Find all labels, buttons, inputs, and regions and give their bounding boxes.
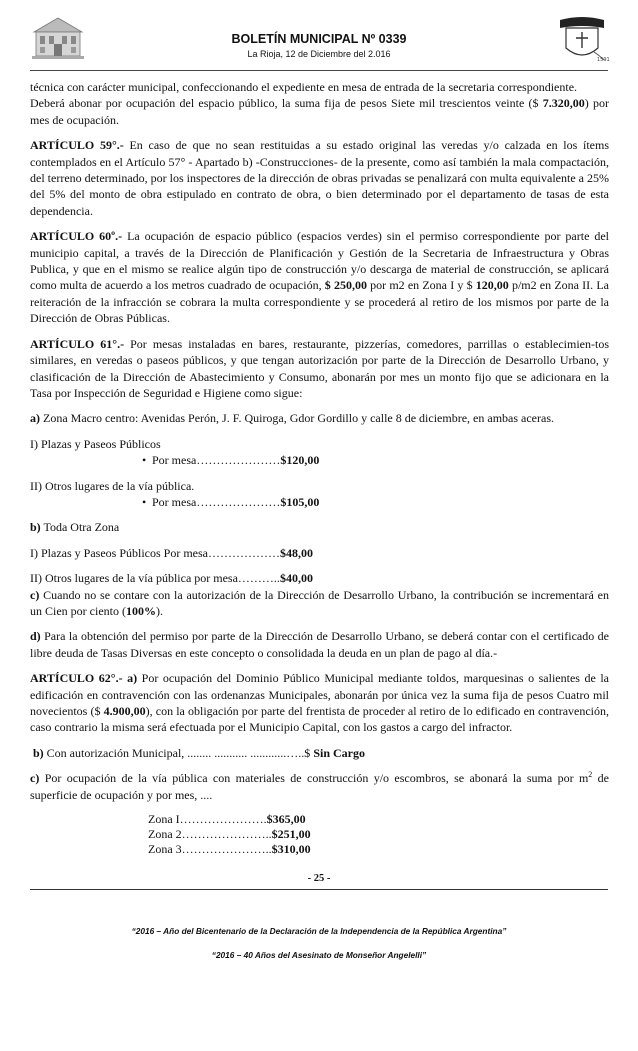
article-62: ARTÍCULO 62°.- a) Por ocupación del Dominio Público Municipal mediante toldos, marquesinas o salientes de la edificación en contravención con las ordenanzas Municipales, abonarán por única vez la suma fija de pesos Cuatro mil novecientos ($ 4.900,00), con la obligación por parte del frentista de proceder al retiro de lo edificado en contravención, caso contrario la misma será efectuada por el Municipio Capital, con los gastos a cargo del infractor. [30, 671, 610, 735]
paragraph: técnica con carácter municipal, confeccionando el expediente en mesa de entrada de la secretaria correspondiente. [30, 80, 578, 94]
subsection-b-ii: II) Otros lugares de la vía pública por mesa………..$40,00 [30, 571, 313, 586]
bulletin-date: La Rioja, 12 de Diciembre del 2.016 [247, 49, 391, 59]
article-label: ARTÍCULO 59°.- [30, 138, 124, 153]
zona-row: Zona 3…………………..$310,00 [148, 842, 311, 857]
header-divider [30, 70, 608, 71]
article-label: ARTÍCULO 61°.- [30, 336, 125, 351]
footer-line-2: “2016 – 40 Años del Asesinato de Monseñor Angelelli” [211, 950, 427, 960]
article-label: ARTÍCULO 60º.- [30, 229, 123, 244]
page-header [24, 12, 614, 64]
article-label: ARTÍCULO 62°.- a) [30, 671, 138, 686]
article-62-b: b) Con autorización Municipal, ........ ........... ............…..$ Sin Cargo [33, 745, 365, 760]
price-item: • Por mesa…………………$105,00 [142, 494, 320, 509]
article-59: ARTÍCULO 59°.- En caso de que no sean restituidas a su estado original las veredas y/o calzada en los ítems contemplados en el Artículo 57° - Apartado b) -Construcciones- de la presente, como así también la mala compactación, del terreno determinado, por los inspectores de la dirección de obras privadas se penalizará con multa equivalente a 25% del 5% del monto de obra estipulado en contrato de obra, o bien determinado por el departamento de tasas de esta dependencia. [30, 138, 609, 218]
price-item: • Por mesa…………………$120,00 [142, 453, 320, 468]
paragraph: Deberá abonar por ocupación del espacio público, la suma fija de pesos Siete mil trescientos veinte ($ 7.320,00) por mes de ocupación. [30, 96, 609, 127]
zona-row: Zona I………………….$365,00 [148, 812, 306, 827]
bulletin-title: BOLETÍN MUNICIPAL Nº 0339 [231, 32, 407, 46]
section-d: d) Para la obtención del permiso por parte de la Dirección de Desarrollo Urbano, se deberá contar con el certificado de libre deuda de Tasas Diversas en este concepto o consolidada la deuda en un plan de pago al día.- [30, 629, 609, 660]
page-content [30, 79, 609, 857]
footer-divider [30, 889, 608, 890]
subsection-a-ii: II) Otros lugares de la vía pública. [30, 478, 195, 493]
article-62-c: c) Por ocupación de la vía pública con materiales de construcción y/o escombros, se abonará la suma por $m^2$ de superficie de ocupación y por mes, .... [30, 770, 610, 802]
bullet-icon: • [142, 453, 147, 468]
bullet-icon: • [142, 494, 147, 509]
subsection-a-i: I) Plazas y Paseos Públicos [30, 436, 161, 451]
page-number: - 25 - [307, 873, 331, 884]
section-a: a) Zona Macro centro: Avenidas Perón, J. F. Quiroga, Gdor Gordillo y calle 8 de diciembre, en ambas aceras. [30, 411, 554, 426]
footer-line-1: “2016 – Año del Bicentenario de la Declaración de la Independencia de la República Argentina” [131, 926, 507, 936]
article-61: ARTÍCULO 61°.- Por mesas instaladas en bares, restaurante, pizzerías, comedores, parrillas o establecimien-tos similares, en veredas o paseos públicos, y que tengan autorización por parte de la Dirección de Desarrollo Urbano, y clasificación de la Dirección de Abastecimiento y Consumo, abonarán por mes un monto fijo que se adicionara en la Tasa por Inspección de Seguridad e Higiene como sigue: [30, 336, 609, 400]
subsection-b-i: I) Plazas y Paseos Públicos Por mesa………………$48,00 [30, 545, 313, 560]
section-c: c) Cuando no se contare con la autorización de la Dirección de Desarrollo Urbano, la contribución se incrementará en un Cien por ciento (100%). [30, 587, 609, 618]
section-b: b) Toda Otra Zona [30, 520, 120, 535]
zona-row: Zona 2…………………..$251,00 [148, 827, 311, 842]
article-60: ARTÍCULO 60º.- La ocupación de espacio público (espacios verdes) sin el permiso correspondiente por parte del municipio capital, a través de la Dirección de Planificación y Gestión de la Secretaria de Infraestructura y Obras Publica, y que en el mismo se realice algún tipo de construcción y/o descarga de material de construcción, se aplicará como multa de acuerdo a los metros cuadrado de ocupación, $ 250,00 por m2 en Zona I y $ 120,00 p/m2 en Zona II. La reiteración de la infracción se cobrara la multa correspondiente y se procederá al retiro de los mismos por parte de la Dirección de Obras Públicas. [30, 229, 609, 326]
svg-text:1591: 1591 [597, 57, 610, 63]
province-crest-logo [554, 14, 610, 64]
